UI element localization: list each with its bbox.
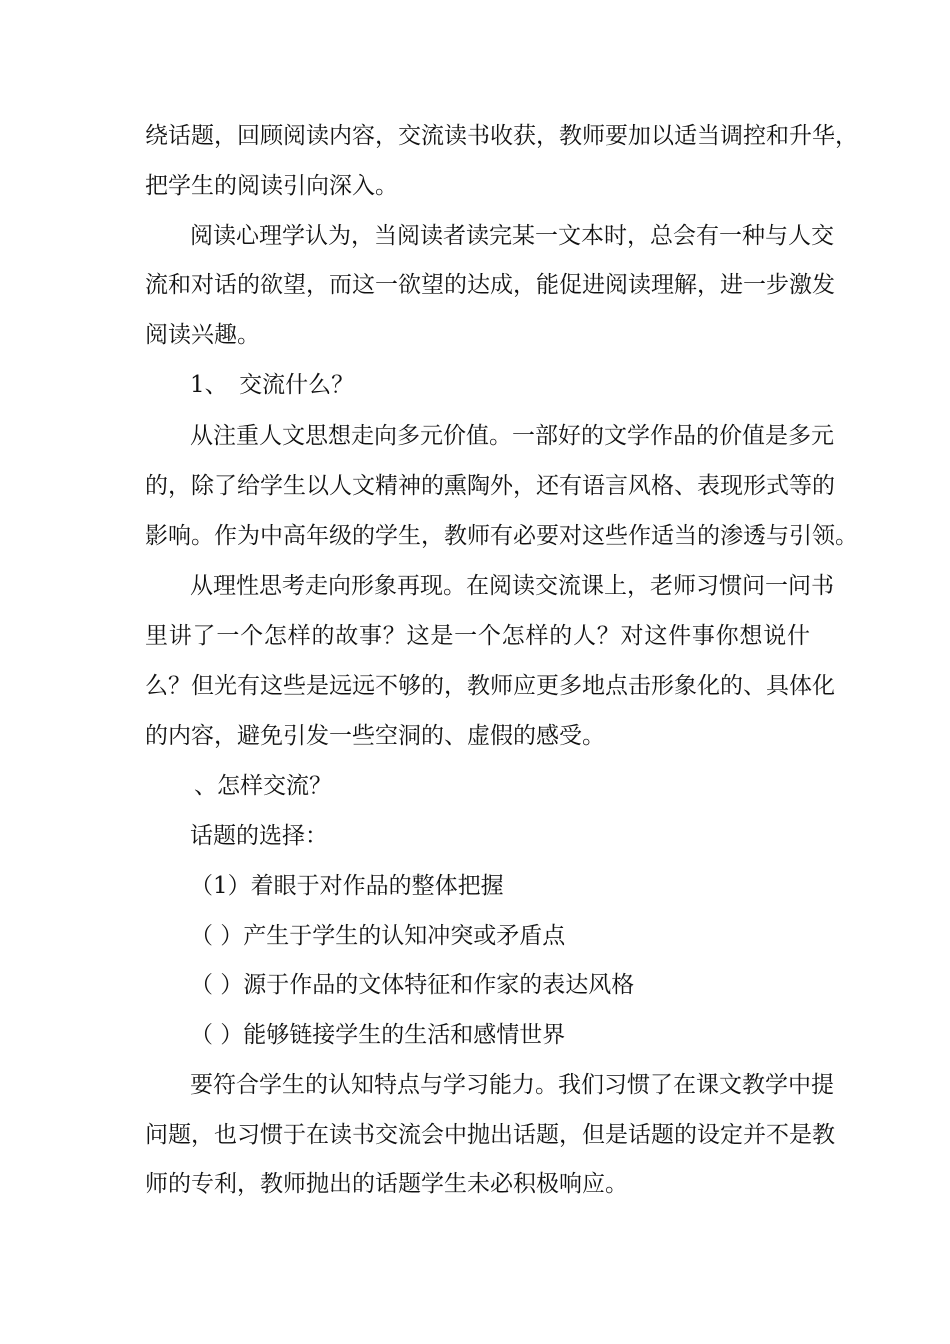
paragraph-line: 把学生的阅读引向深入。 [145, 173, 398, 199]
list-item: （1）着眼于对作品的整体把握 [190, 873, 504, 899]
paragraph-line: 从理性思考走向形象再现。在阅读交流课上，老师习惯问一问书 [190, 573, 834, 599]
section-heading-2: 、怎样交流？ [194, 773, 332, 799]
paragraph-line: 的内容，避免引发一些空洞的、虚假的感受。 [145, 723, 605, 749]
paragraph-line: 阅读心理学认为，当阅读者读完某一文本时，总会有一种与人交 [190, 223, 834, 249]
section-heading-1: 1、 交流什么？ [190, 372, 355, 398]
subheading: 话题的选择： [190, 823, 328, 849]
paragraph-line: 影响。作为中高年级的学生，教师有必要对这些作适当的渗透与引领。 [145, 523, 858, 549]
paragraph-line: 问题，也习惯于在读书交流会中抛出话题，但是话题的设定并不是教 [145, 1122, 835, 1148]
paragraph-line: 里讲了一个怎样的故事？这是一个怎样的人？对这件事你想说什 [145, 623, 810, 649]
paragraph-line: 阅读兴趣。 [145, 322, 260, 348]
paragraph-line: 的，除了给学生以人文精神的熏陶外，还有语言风格、表现形式等的 [145, 473, 835, 499]
list-item: （ ）源于作品的文体特征和作家的表达风格 [190, 972, 635, 998]
paragraph-line: 么？但光有这些是远远不够的，教师应更多地点击形象化的、具体化 [145, 673, 835, 699]
paragraph-line: 要符合学生的认知特点与学习能力。我们习惯了在课文教学中提 [190, 1072, 834, 1098]
paragraph-line: 从注重人文思想走向多元价值。一部好的文学作品的价值是多元 [190, 423, 834, 449]
paragraph-line: 流和对话的欲望，而这一欲望的达成，能促进阅读理解，进一步激发 [145, 272, 835, 298]
list-item: （ ）能够链接学生的生活和感情世界 [190, 1022, 566, 1048]
paragraph-line: 师的专利，教师抛出的话题学生未必积极响应。 [145, 1171, 628, 1197]
paragraph-line: 绕话题，回顾阅读内容，交流读书收获，教师要加以适当调控和升华， [145, 123, 858, 149]
list-item: （ ）产生于学生的认知冲突或矛盾点 [190, 923, 566, 949]
